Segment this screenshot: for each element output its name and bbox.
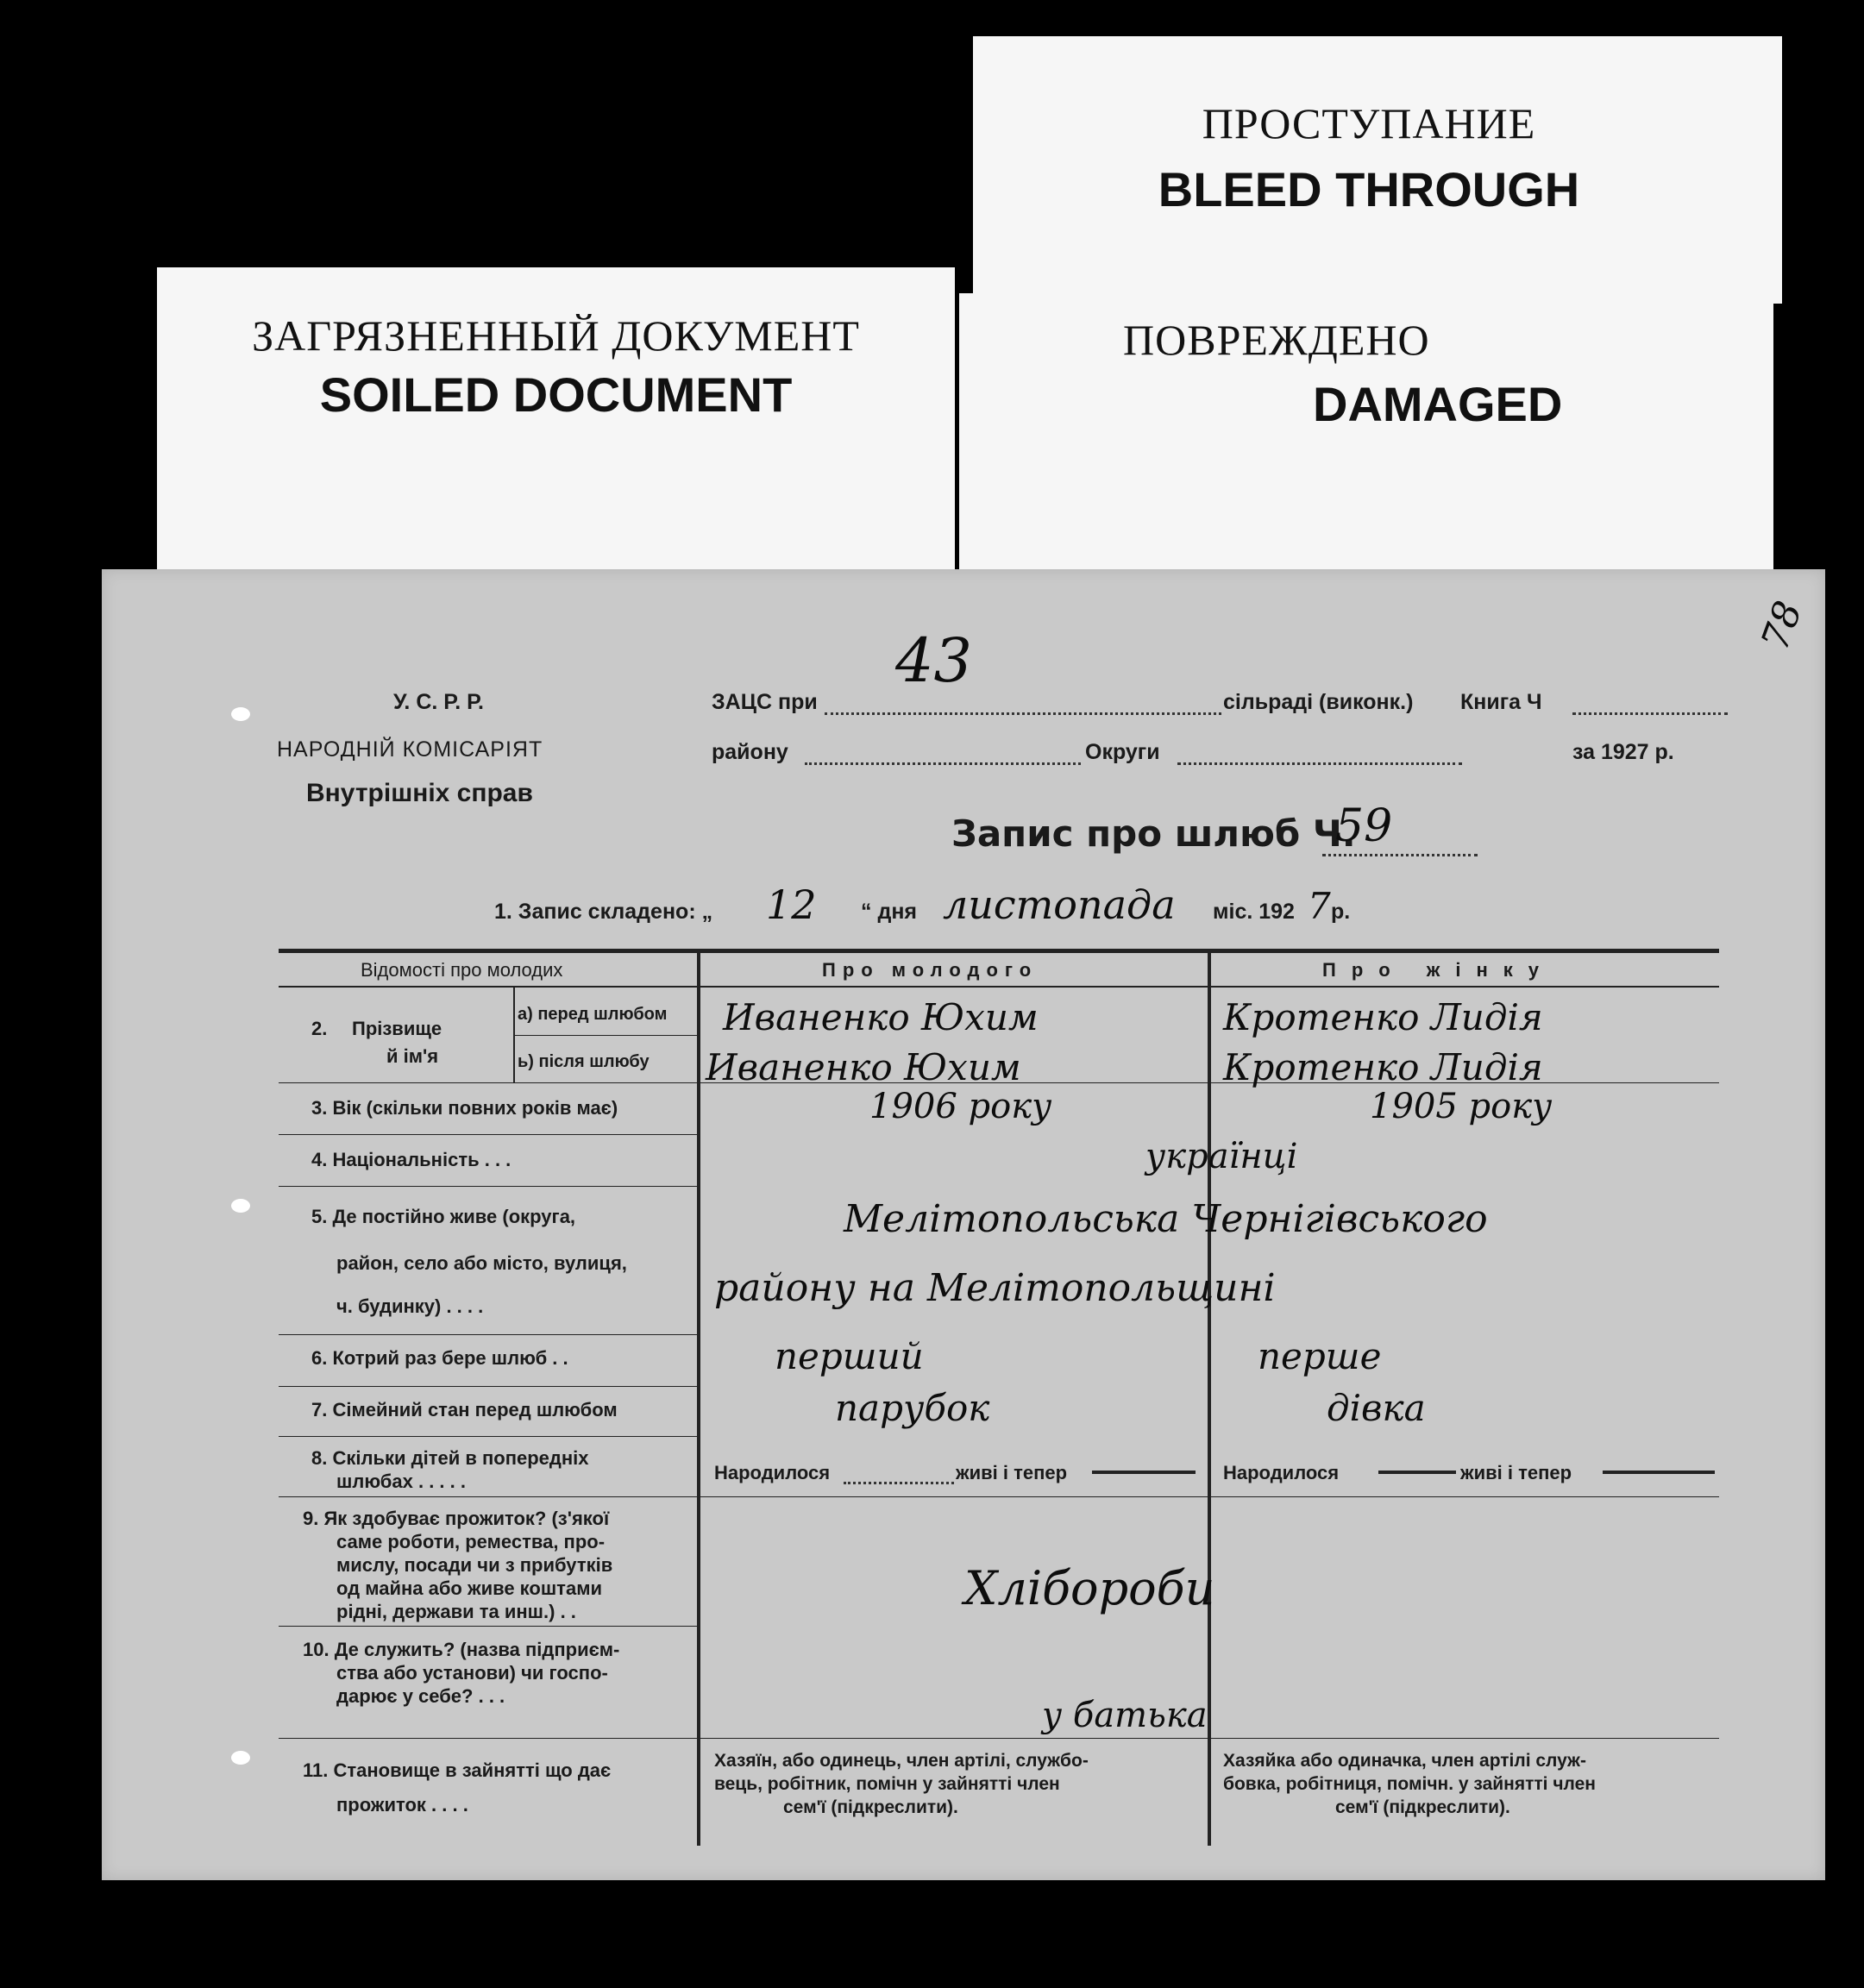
soiled-en: SOILED DOCUMENT	[319, 367, 793, 422]
header-info: Відомості про молодих	[361, 959, 563, 981]
entry1-month: листопада	[943, 881, 1176, 928]
residence-line2: району на Мелітопольщині	[714, 1266, 1276, 1310]
groom-position-line: сем'ї (підкреслити).	[783, 1797, 958, 1817]
rayon-label: району	[712, 740, 788, 764]
entry1-mis: міс. 192	[1213, 900, 1295, 924]
groom-marriage-count: перший	[775, 1335, 924, 1377]
soiled-ru: ЗАГРЯЗНЕННЫЙ ДОКУМЕНТ	[252, 311, 860, 360]
groom-name-before: Иваненко Юхим	[723, 996, 1039, 1038]
row10-line: 10. Де служить? (назва підприєм-	[303, 1639, 620, 1660]
row2-before: а) перед шлюбом	[518, 1005, 668, 1024]
bride-status: дівка	[1327, 1387, 1426, 1429]
row2-label1: Прізвище	[352, 1018, 442, 1039]
damaged-en: DAMAGED	[1313, 377, 1563, 431]
row2-num: 2.	[311, 1018, 328, 1039]
row2-split	[515, 1035, 697, 1036]
rule	[279, 1738, 1719, 1739]
row5-label3: ч. будинку) . . . .	[336, 1295, 484, 1317]
silradi-label: сільраді (виконк.)	[1223, 690, 1414, 714]
bride-name-after: Кротенко Лидія	[1223, 1046, 1543, 1088]
book-label: Книга Ч	[1460, 690, 1542, 714]
internal-affairs-label: Внутрішніх справ	[306, 779, 533, 807]
row2-after: ь) після шлюбу	[518, 1052, 650, 1071]
groom-position-line: вець, робітник, помічн у зайнятті член	[714, 1774, 1060, 1794]
entry1-day: 12	[766, 881, 817, 928]
bride-age: 1905 року	[1370, 1087, 1553, 1126]
book-field	[1572, 712, 1728, 715]
punch-hole	[231, 1199, 250, 1213]
zags-field	[825, 712, 1221, 715]
entry1-r: р.	[1331, 900, 1351, 924]
row8-label2: шлюбах . . . . .	[336, 1471, 466, 1492]
row10-line: дарює у себе? . . .	[336, 1685, 505, 1707]
residence-line1: Мелітопольська Чернігівського	[844, 1197, 1488, 1241]
groom-position-line: Хазяїн, або одинець, член артілі, службо-	[714, 1751, 1089, 1771]
row10-line: ства або установи) чи госпо-	[336, 1662, 608, 1684]
zags-label: ЗАЦС при	[712, 690, 818, 714]
row8-label1: 8. Скільки дітей в попередніх	[311, 1447, 589, 1469]
row9-line: од майна або живе коштами	[336, 1577, 602, 1599]
damaged-ru: ПОВРЕЖДЕНО	[1123, 316, 1430, 364]
nationality: українці	[1145, 1137, 1298, 1176]
bride-alive-dash	[1603, 1471, 1715, 1474]
row5-label1: 5. Де постійно живе (округа,	[311, 1206, 576, 1227]
damaged-card	[959, 293, 1773, 571]
bride-children-alive: живі і тепер	[1460, 1462, 1572, 1483]
groom-children-alive: живі і тепер	[956, 1462, 1068, 1483]
row9-line: мислу, посади чи з прибутків	[336, 1554, 613, 1576]
ussr-label: У. С. Р. Р.	[393, 690, 484, 714]
year-label: за 1927 р.	[1572, 740, 1674, 764]
groom-alive-dash	[1092, 1471, 1196, 1474]
groom-status: парубок	[835, 1387, 990, 1429]
bleed-through-card	[973, 36, 1782, 304]
row11-line: 11. Становище в зайнятті що дає	[303, 1759, 612, 1781]
row5-label2: район, село або місто, вулиця,	[336, 1252, 627, 1274]
column-divider-2	[1208, 949, 1211, 1846]
bride-children-born: Народилося	[1223, 1462, 1340, 1483]
handwritten-43: 43	[895, 625, 973, 696]
record-title: Запис про шлюб Ч.	[951, 812, 1356, 855]
row4-label: 4. Національність . . .	[311, 1149, 512, 1170]
groom-children-born: Народилося	[714, 1462, 831, 1483]
marriage-record-form	[102, 569, 1825, 1880]
entry1-dnya: “ дня	[861, 900, 918, 924]
bride-position-line: бовка, робітниця, помічн. у зайнятті член	[1223, 1774, 1596, 1794]
okrug-label: Округи	[1085, 740, 1160, 764]
header-groom: Про молодого	[822, 959, 1039, 981]
soiled-document-card	[157, 267, 955, 604]
column-divider-1	[697, 949, 700, 1846]
bleed-through-ru: ПРОСТУПАНИЕ	[1202, 99, 1536, 147]
row9-line: рідні, держави та инш.) . .	[336, 1601, 576, 1622]
bride-marriage-count: перше	[1258, 1335, 1382, 1377]
bride-born-dash	[1378, 1471, 1456, 1474]
workplace: у батька	[1042, 1696, 1208, 1735]
rule	[279, 1626, 697, 1627]
bride-name-before: Кротенко Лидія	[1223, 996, 1543, 1038]
entry1-year-digit: 7	[1308, 885, 1331, 927]
table-header-rule	[279, 986, 1719, 988]
bride-position-line: сем'ї (підкреслити).	[1335, 1797, 1510, 1817]
row2-label2: й ім'я	[386, 1045, 439, 1067]
groom-age: 1906 року	[869, 1087, 1052, 1126]
entry1-label: 1. Запис складено: „	[494, 900, 713, 924]
commissariat-label: НАРОДНІЙ КОМІСАРІЯТ	[277, 737, 543, 762]
groom-name-after: Иваненко Юхим	[706, 1046, 1021, 1088]
rule	[279, 1134, 697, 1135]
rule	[279, 1186, 697, 1187]
punch-hole	[231, 707, 250, 721]
okrug-field	[1177, 762, 1462, 765]
row11-line: прожиток . . . .	[336, 1794, 468, 1816]
row6-label: 6. Котрий раз бере шлюб . .	[311, 1347, 568, 1369]
row9-line: 9. Як здобуває прожиток? (з'якої	[303, 1508, 610, 1529]
row3-label: 3. Вік (скільки повних років має)	[311, 1097, 618, 1119]
row9-line: саме роботи, ремества, про-	[336, 1531, 606, 1552]
row7-label: 7. Сімейний стан перед шлюбом	[311, 1399, 618, 1420]
rule	[279, 1496, 1719, 1497]
groom-born-field	[844, 1482, 954, 1484]
page-number: 78	[1753, 595, 1811, 656]
rule	[279, 1436, 697, 1437]
punch-hole	[231, 1751, 250, 1765]
table-top-rule	[279, 949, 1719, 953]
rule	[279, 1334, 697, 1335]
record-number: 59	[1335, 800, 1393, 852]
header-bride: Про жінку	[1322, 959, 1555, 981]
occupation: Хлібороби	[964, 1561, 1215, 1615]
bride-position-line: Хазяйка або одиначка, член артілі служ-	[1223, 1751, 1586, 1771]
rule	[279, 1386, 697, 1387]
record-number-field	[1322, 854, 1478, 856]
rayon-field	[805, 762, 1081, 765]
bleed-through-en: BLEED THROUGH	[1158, 162, 1580, 216]
